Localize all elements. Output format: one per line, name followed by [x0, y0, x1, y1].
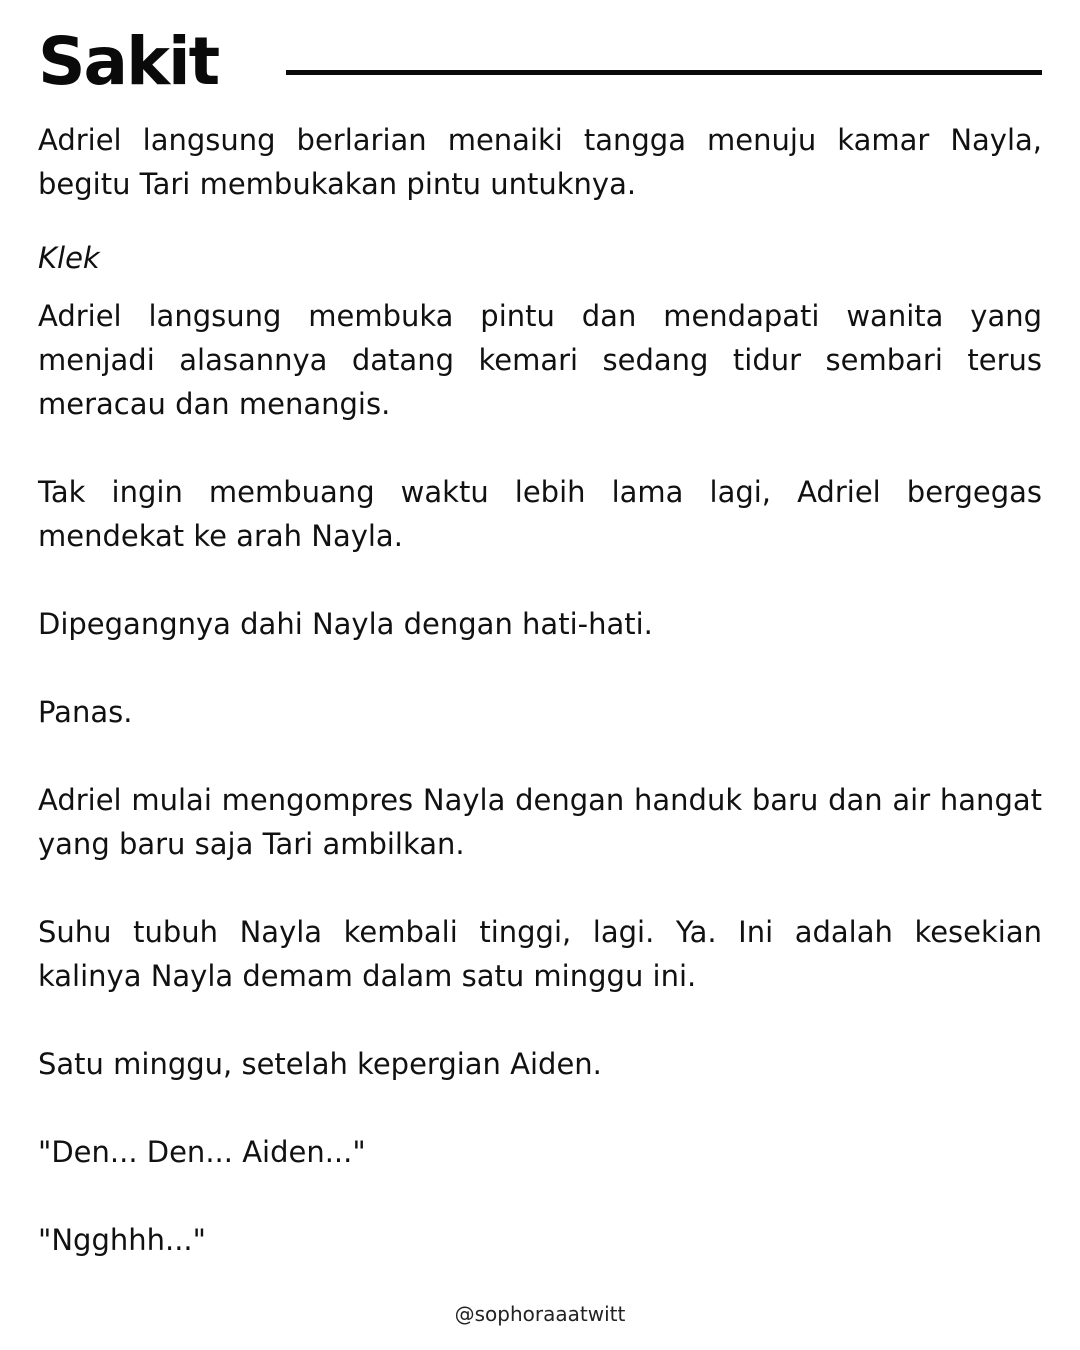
story-paragraph: Dipegangnya dahi Nayla dengan hati-hati. — [38, 607, 653, 641]
story-paragraph: Adriel mulai mengompres Nayla dengan handuk baru dan air hangat yang baru saja Tari ambilkan. — [38, 783, 1042, 861]
dialogue-line: "Den... Den... Aiden..." — [38, 1135, 366, 1169]
story-paragraph: Adriel langsung membuka pintu dan mendapati wanita yang menjadi alasannya datang kemari sedang tidur sembari terus meracau dan menangis. — [38, 299, 1042, 421]
story-body — [38, 118, 1042, 1262]
story-paragraph: Panas. — [38, 695, 133, 729]
page-title: Sakit — [38, 23, 219, 100]
title-divider-line — [286, 70, 1042, 75]
dialogue-line: "Ngghhh..." — [38, 1223, 206, 1257]
author-handle: @sophoraaatwitt — [454, 1302, 626, 1326]
story-paragraph: Satu minggu, setelah kepergian Aiden. — [38, 1047, 602, 1081]
sound-effect-text: Klek — [38, 241, 100, 275]
page-header — [38, 22, 1042, 102]
story-paragraph: Suhu tubuh Nayla kembali tinggi, lagi. Ya. Ini adalah kesekian kalinya Nayla demam dalam satu minggu ini. — [38, 915, 1042, 993]
story-paragraph: Tak ingin membuang waktu lebih lama lagi, Adriel bergegas mendekat ke arah Nayla. — [38, 475, 1042, 553]
story-paragraph: Adriel langsung berlarian menaiki tangga menuju kamar Nayla, begitu Tari membukakan pintu untuknya. — [38, 123, 1042, 201]
